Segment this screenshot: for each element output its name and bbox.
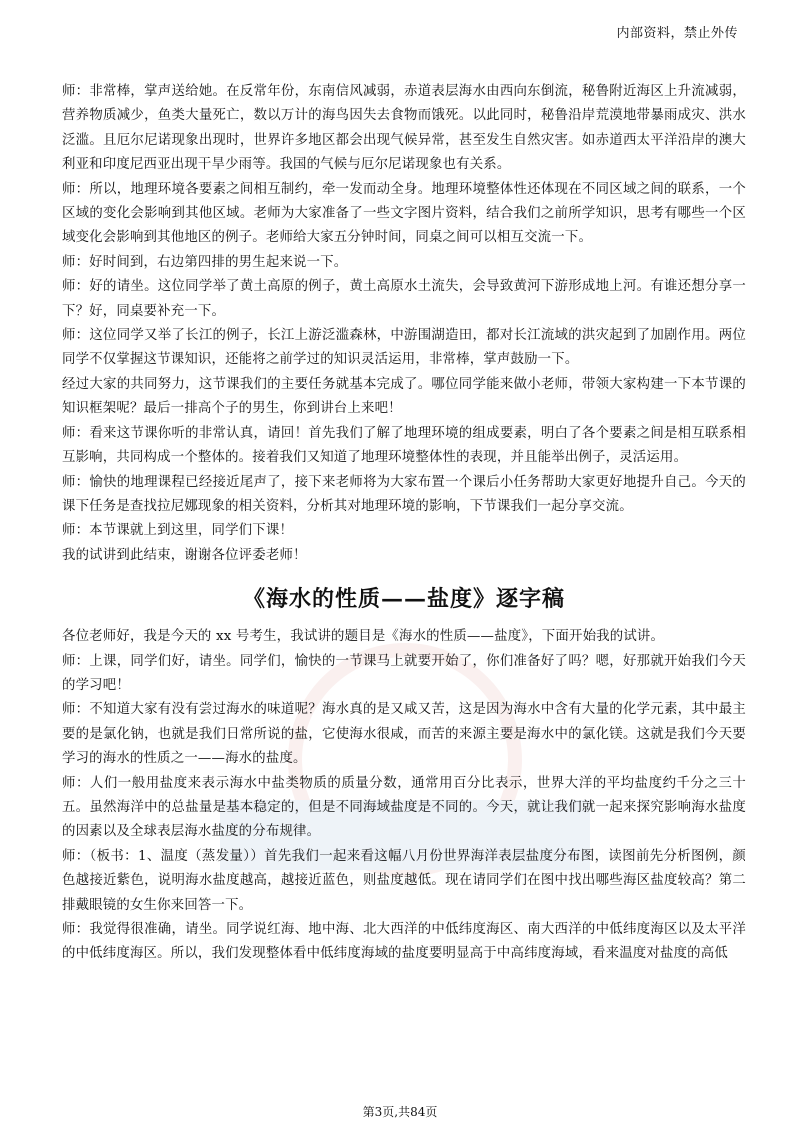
document-body (62, 80, 746, 967)
paragraph: 师：非常棒，掌声送给她。在反常年份，东南信风减弱，赤道表层海水由西向东倒流，秘鲁附近海区上升流减弱，营养物质减少，鱼类大量死亡，数以万计的海鸟因失去食物而饿死。以此同时，秘鲁沿岸荒漠地带暴雨成灾、洪水泛滥。且厄尔尼诺现象出现时，世界许多地区都会出现气候异常，甚至发生自然灾害。如赤道西太平洋沿岸的澳大利亚和印度尼西亚出现干旱少雨等。我国的气候与厄尔尼诺现象也有关系。 (62, 84, 746, 173)
paragraph: 经过大家的共同努力，这节课我们的主要任务就基本完成了。哪位同学能来做小老师，带领大家构建一下本节课的知识框架呢？最后一排高个子的男生，你到讲台上来吧！ (62, 376, 746, 417)
header-confidential-note: 内部资料，禁止外传 (616, 26, 738, 41)
page-number: 第3页,共84页 (362, 1105, 438, 1119)
paragraph: 师：这位同学又举了长江的例子，长江上游泛滥森林，中游围湖造田，都对长江流域的洪灾起到了加剧作用。两位同学不仅掌握这节课知识，还能将之前学过的知识灵活运用，非常棒，掌声鼓励一下。 (62, 328, 746, 368)
paragraph: 师：所以，地理环境各要素之间相互制约，牵一发而动全身。地理环境整体性还体现在不同区域之间的联系，一个区域的变化会影响到其他区域。老师为大家准备了一些文字图片资料，结合我们之前所学知识，思考有哪些一个区域变化会影响到其他地区的例子。老师给大家五分钟时间，同桌之间可以相互交流一下。 (62, 181, 746, 246)
paragraph: 师：好的请坐。这位同学举了黄土高原的例子，黄土高原水土流失，会导致黄河下游形成地上河。有谁还想分享一下？好，同桌要补充一下。 (62, 279, 746, 319)
paragraph: 师：本节课就上到这里，同学们下课！ (62, 523, 294, 539)
paragraph: 我的试讲到此结束，谢谢各位评委老师！ (62, 547, 307, 563)
paragraph: 师：看来这节课你听的非常认真，请回！首先我们了解了地理环境的组成要素，明白了各个要素之间是相互联系相互影响，共同构成一个整体的。接着我们又知道了地理环境整体性的表现，并且能举出例子，灵活运用。 (62, 425, 746, 466)
paragraph: 师：我觉得很准确，请坐。同学说红海、地中海、北大西洋的中低纬度海区、南大西洋的中低纬度海区以及太平洋的中低纬度海区。所以，我们发现整体看中低纬度海域的盐度要明显高于中高纬度海域，看来温度对盐度的高低 (62, 922, 746, 962)
paragraph: 各位老师好，我是今天的 xx 号考生，我试讲的题目是《海水的性质——盐度》，下面开始我的试讲。 (62, 629, 665, 645)
paragraph: 师：不知道大家有没有尝过海水的味道呢？海水真的是又咸又苦，这是因为海水中含有大量的化学元素，其中最主要的是氯化钠，也就是我们日常所说的盐，它使海水很咸，而苦的来源主要是海水中的氯化镁。这就是我们今天要学习的海水的性质之一——海水的盐度。 (62, 702, 746, 767)
paragraph: 师：（板书：1、温度（蒸发量））首先我们一起来看这幅八月份世界海洋表层盐度分布图，读图前先分析图例，颜色越接近紫色，说明海水盐度越高，越接近蓝色，则盐度越低。现在请同学们在图中找出哪些海区盐度较高？第二排戴眼镜的女生你来回答一下。 (62, 848, 746, 913)
paragraph: 师：好时间到，右边第四排的男生起来说一下。 (62, 254, 348, 270)
paragraph: 师：人们一般用盐度来表示海水中盐类物质的质量分数，通常用百分比表示，世界大洋的平均盐度约千分之三十五。虽然海洋中的总盐量是基本稳定的，但是不同海域盐度是不同的。今天，就让我们就一起来探究影响海水盐度的因素以及全球表层海水盐度的分布规律。 (62, 775, 746, 840)
paragraph: 师：愉快的地理课程已经接近尾声了，接下来老师将为大家布置一个课后小任务帮助大家更好地提升自己。今天的课下任务是查找拉尼娜现象的相关资料，分析其对地理环境的影响，下节课我们一起分享交流。 (62, 474, 746, 514)
section-title: 《海水的性质——盐度》逐字稿 (242, 586, 565, 613)
paragraph: 师：上课，同学们好，请坐。同学们，愉快的一节课马上就要开始了，你们准备好了吗？嗯，好那就开始我们今天的学习吧！ (62, 653, 746, 693)
